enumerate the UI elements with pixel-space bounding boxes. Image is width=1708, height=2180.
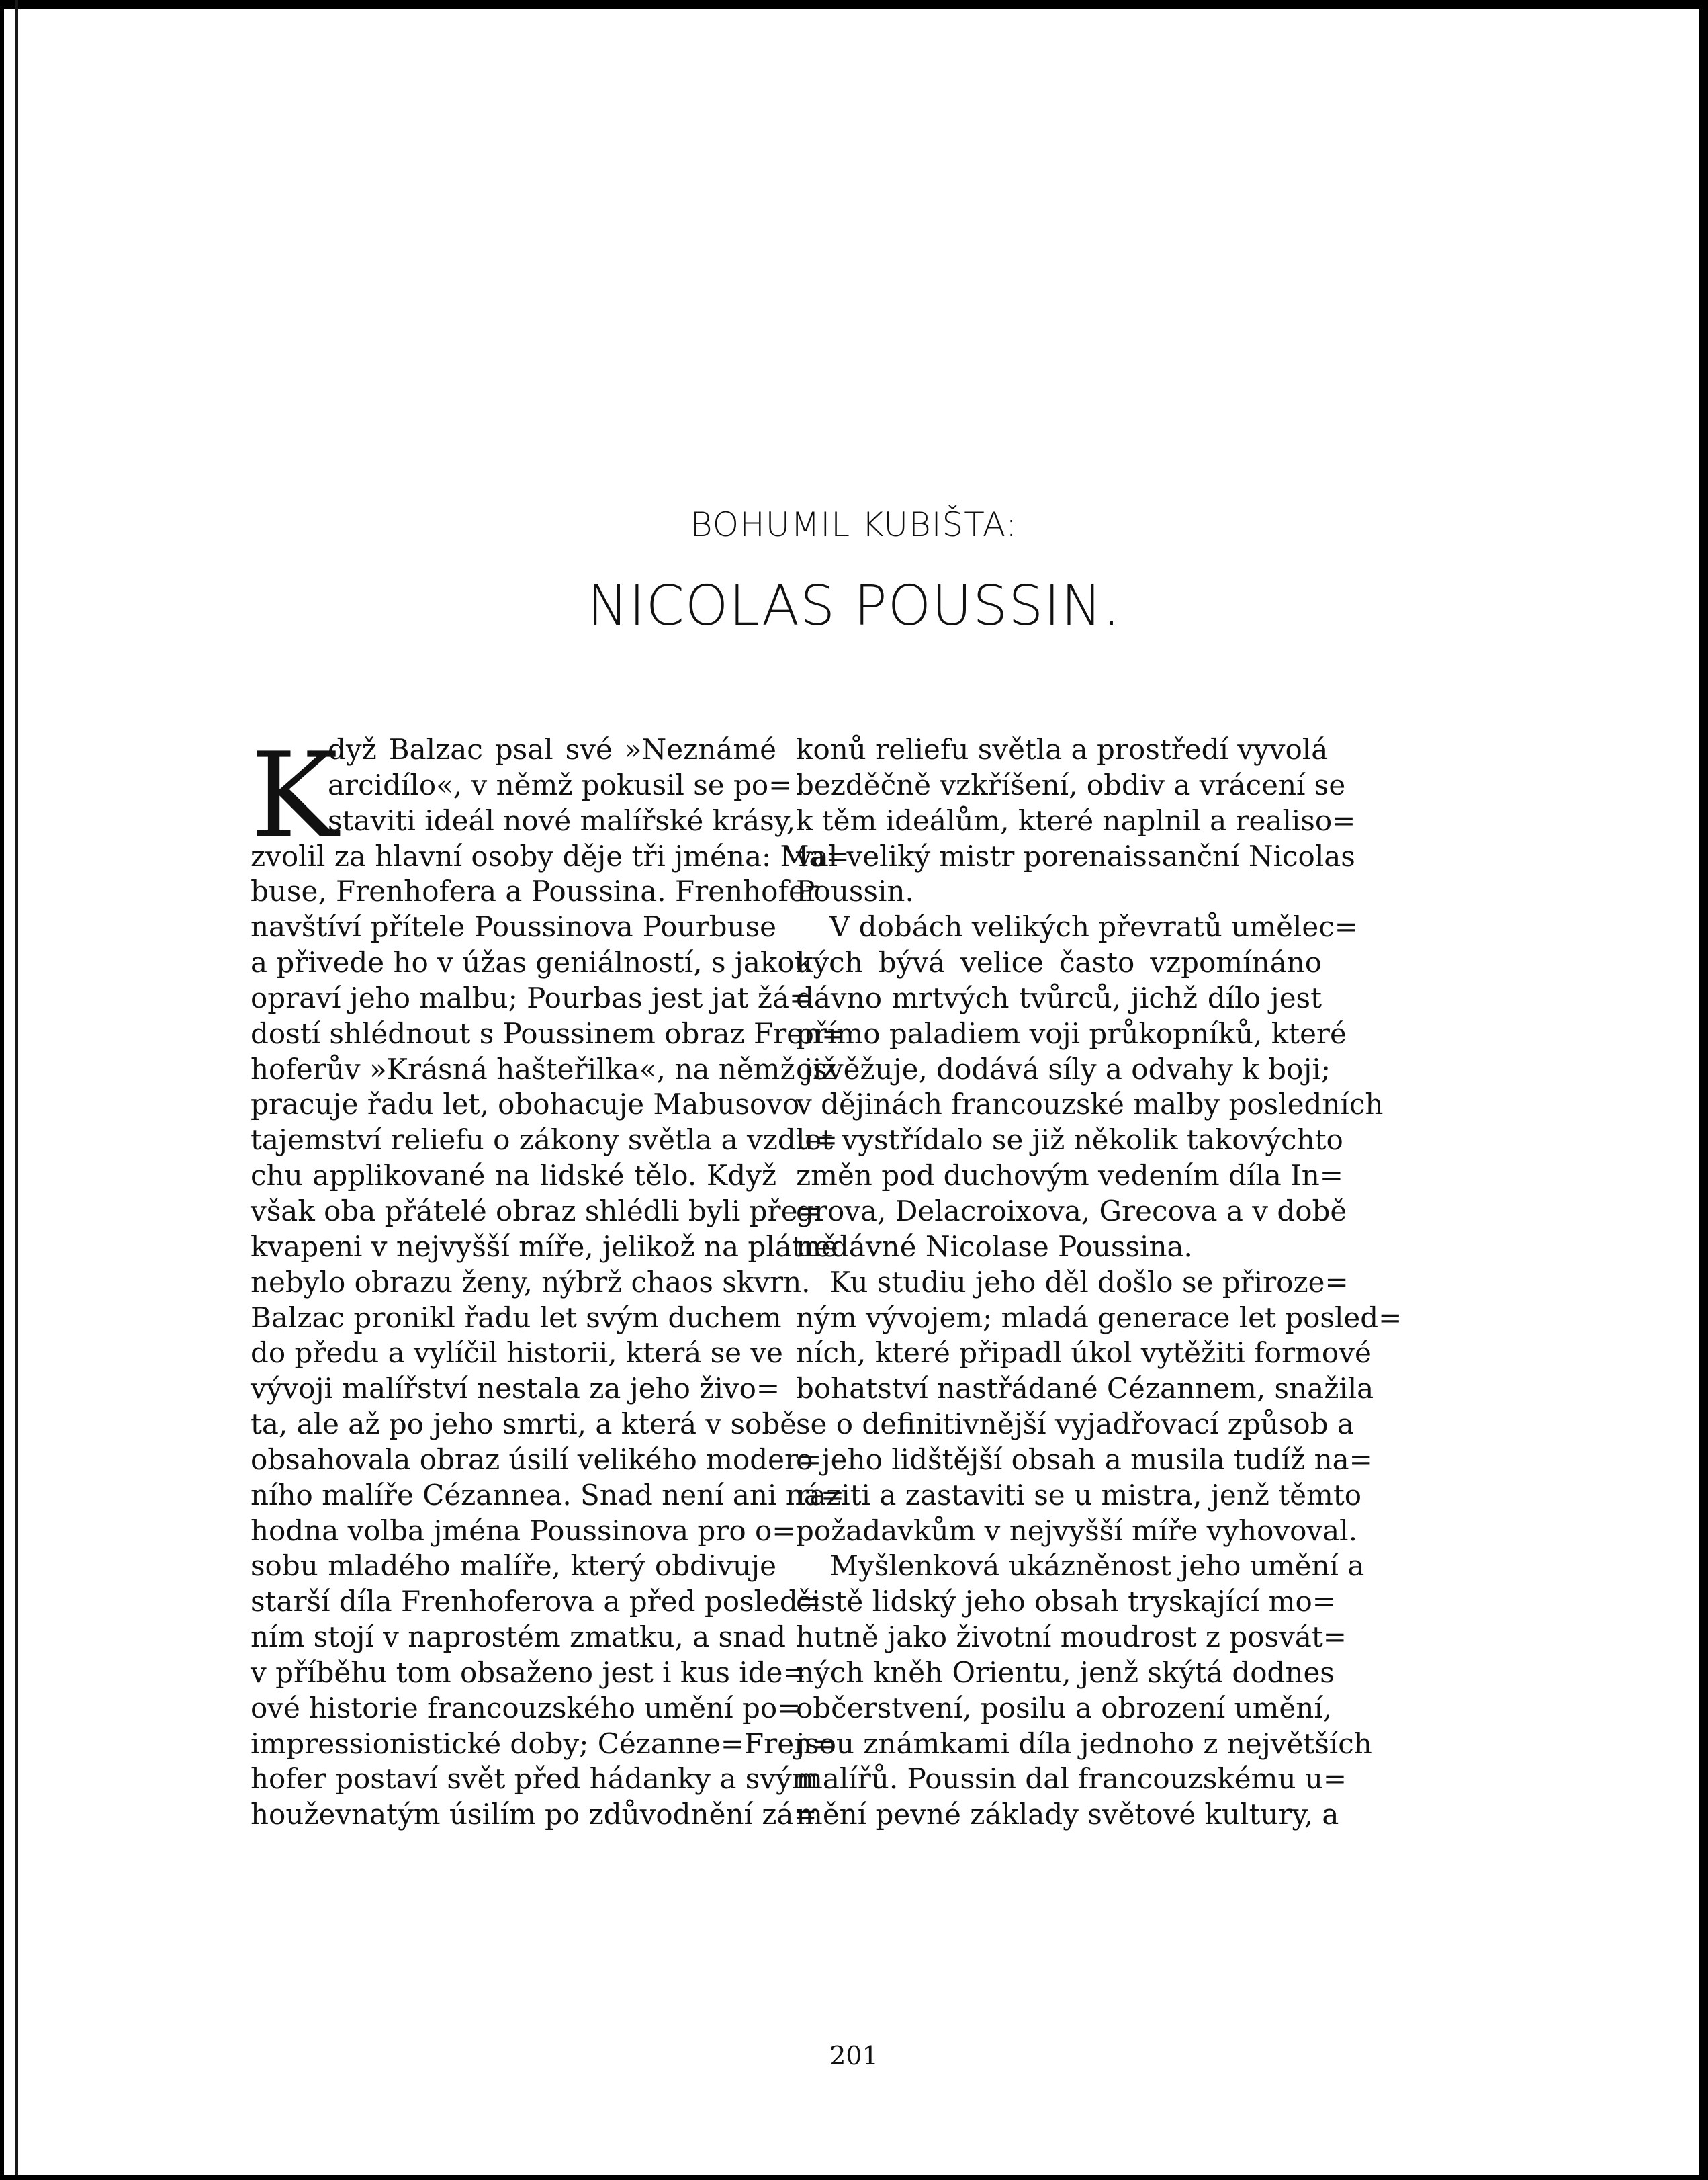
text-line: hoferův »Krásná hašteřilka«, na němž již: [251, 1052, 837, 1086]
text-line: kvapeni v nejvyšší míře, jelikož na plátně: [251, 1229, 838, 1263]
text-line: změn pod duchovým vedením díla In=: [796, 1159, 1344, 1192]
text-line: ta, ale až po jeho smrti, a která v sobě: [251, 1407, 797, 1441]
text-column-right: [796, 732, 1402, 1833]
article-title: NICOLAS POUSSIN.: [587, 574, 1121, 638]
text-line: konů reliefu světla a prostředí vyvolá: [796, 733, 1329, 766]
text-column-left: [251, 728, 850, 1833]
text-line: nedávné Nicolase Poussina.: [796, 1229, 1193, 1263]
text-line: však oba přátelé obraz shlédli byli pře=: [251, 1194, 821, 1227]
scan-border-top: [0, 0, 1708, 9]
text-line: ové historie francouzského umění po=: [251, 1691, 801, 1725]
author-heading: BOHUMIL KUBIŠTA:: [690, 505, 1018, 544]
text-line: sobu mladého malíře, který obdivuje: [251, 1549, 776, 1583]
text-line: hutně jako životní moudrost z posvát=: [796, 1620, 1347, 1654]
text-line: ního malíře Cézannea. Snad není ani ná=: [251, 1478, 845, 1512]
text-line: kých bývá velice často vzpomínáno: [796, 946, 1322, 979]
text-line: let vystřídalo se již několik takovýchto: [796, 1123, 1343, 1157]
text-line: impressionistické doby; Cézanne=Fren=: [251, 1727, 836, 1760]
text-line: raziti a zastaviti se u mistra, jenž těmto: [796, 1478, 1361, 1512]
text-line: Myšlenková ukázněnost jeho umění a: [829, 1549, 1365, 1583]
text-line: o jeho lidštější obsah a musila tudíž na=: [796, 1442, 1373, 1476]
text-line: bezděčně vzkříšení, obdiv a vrácení se: [796, 768, 1346, 801]
text-line: dostí shlédnout s Poussinem obraz Fren=: [251, 1016, 846, 1050]
text-line: se o definitivnější vyjadřovací způsob a: [796, 1407, 1354, 1441]
text-line: osvěžuje, dodává síly a odvahy k boji;: [796, 1052, 1331, 1086]
text-line: zvolil za hlavní osoby děje tři jména: Ma=: [251, 839, 850, 873]
text-line: čistě lidský jeho obsah tryskající mo=: [796, 1585, 1336, 1618]
text-line: staviti ideál nové malířské krásy,: [328, 803, 796, 837]
text-line: bohatství nastřádané Cézannem, snažila: [796, 1372, 1374, 1405]
text-line: přímo paladiem voji průkopníků, které: [796, 1016, 1347, 1050]
text-line: malířů. Poussin dal francouzskému u=: [796, 1762, 1347, 1796]
scan-border-bottom: [0, 2175, 1708, 2180]
text-line: Balzac pronikl řadu let svým duchem: [251, 1301, 782, 1334]
text-line: požadavkům v nejvyšší míře vyhovoval.: [796, 1514, 1357, 1547]
text-line: tajemství reliefu o zákony světla a vzdu=: [251, 1123, 838, 1157]
text-line: Poussin.: [796, 875, 914, 908]
text-line: občerstvení, posilu a obrození umění,: [796, 1691, 1333, 1725]
text-line: val veliký mistr porenaissanční Nicolas: [796, 839, 1355, 873]
scan-border-right: [1699, 0, 1708, 2180]
text-line: hodna volba jména Poussinova pro o=: [251, 1514, 796, 1547]
text-line: ným vývojem; mladá generace let posled=: [796, 1301, 1402, 1334]
text-line: opraví jeho malbu; Pourbas jest jat žá=: [251, 981, 813, 1014]
text-line: ních, které připadl úkol vytěžiti formové: [796, 1336, 1372, 1370]
text-line: starší díla Frenhoferova a před posled=: [251, 1585, 821, 1618]
text-line: arcidílo«, v němž pokusil se po=: [328, 768, 793, 801]
text-line: mění pevné základy světové kultury, a: [796, 1798, 1339, 1831]
text-line: jsou známkami díla jednoho z největších: [796, 1727, 1372, 1760]
text-line: chu applikované na lidské tělo. Když: [251, 1159, 776, 1192]
scan-edge-left: [15, 0, 18, 2180]
page-number: 201: [829, 2041, 879, 2070]
text-line: Ku studiu jeho děl došlo se přiroze=: [829, 1265, 1349, 1299]
text-line: do předu a vylíčil historii, která se ve: [251, 1336, 783, 1370]
text-line: dyž Balzac psal své »Neznámé: [328, 733, 776, 766]
text-line: ním stojí v naprostém zmatku, a snad: [251, 1620, 786, 1654]
scan-border-left: [0, 0, 4, 2180]
text-line: buse, Frenhofera a Poussina. Frenhofer: [251, 875, 819, 908]
text-line: dávno mrtvých tvůrců, jichž dílo jest: [796, 981, 1322, 1014]
text-line: grova, Delacroixova, Grecova a v době: [796, 1194, 1347, 1227]
text-line: obsahovala obraz úsilí velikého moder=: [251, 1442, 822, 1476]
text-line: v dějinách francouzské malby posledních: [796, 1088, 1384, 1121]
drop-cap: K: [251, 728, 339, 865]
text-line: vývoji malířství nestala za jeho živo=: [251, 1372, 780, 1405]
text-line: v příběhu tom obsaženo jest i kus ide=: [251, 1655, 807, 1689]
text-line: a přivede ho v úžas geniálností, s jakou: [251, 946, 813, 979]
text-line: navštíví přítele Poussinova Pourbuse: [251, 910, 776, 944]
text-line: nebylo obrazu ženy, nýbrž chaos skvrn.: [251, 1265, 811, 1299]
text-line: pracuje řadu let, obohacuje Mabusovo: [251, 1088, 800, 1121]
text-line: houževnatým úsilím po zdůvodnění zá=: [251, 1798, 817, 1831]
text-line: hofer postaví svět před hádanky a svým: [251, 1762, 819, 1796]
text-line: ných kněh Orientu, jenž skýtá dodnes: [796, 1655, 1335, 1689]
text-line: k těm ideálům, které naplnil a realiso=: [796, 803, 1356, 837]
text-line: V dobách velikých převratů umělec=: [829, 910, 1358, 944]
